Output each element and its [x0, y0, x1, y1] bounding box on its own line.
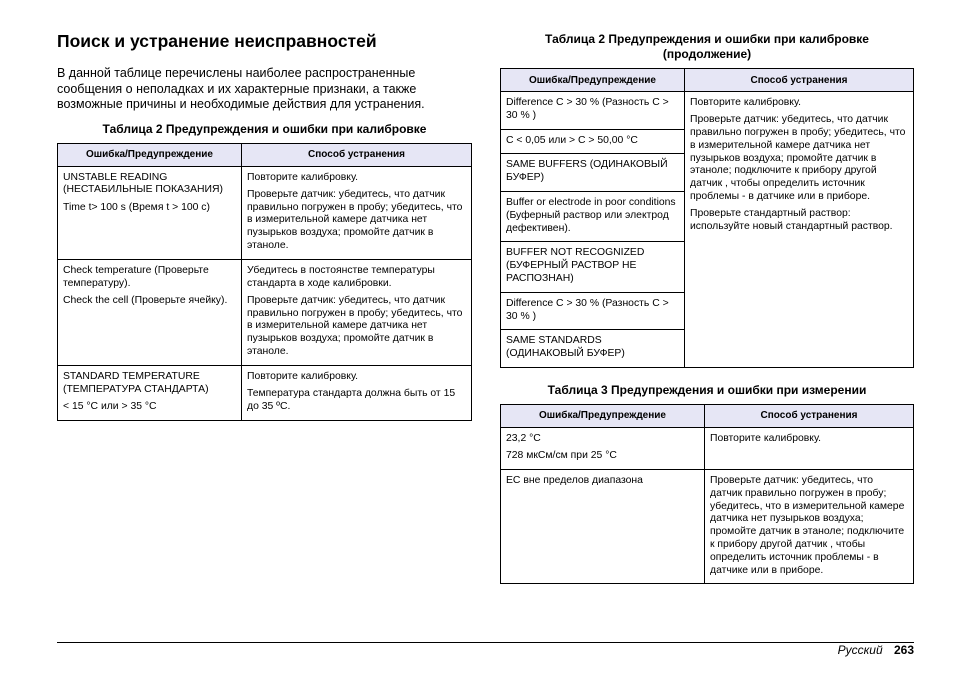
- column-header-solution: Способ устранения: [685, 69, 914, 92]
- error-cell: Buffer or electrode in poor conditions (Буферный раствор или электрод дефективен).: [501, 191, 685, 241]
- table-row: [501, 470, 914, 584]
- page-title: Поиск и устранение неисправностей: [57, 31, 377, 51]
- right-column: [500, 32, 914, 584]
- error-text: EC вне пределов диапазона: [506, 475, 643, 487]
- error-text: Time t> 100 s (Время t > 100 c): [63, 201, 210, 213]
- table3-caption: Таблица 3 Предупреждения и ошибки при измерении: [547, 382, 867, 397]
- column-header-error: Ошибка/Предупреждение: [501, 69, 685, 92]
- calibration-errors-table: [57, 143, 472, 421]
- table-row: [501, 427, 914, 469]
- error-cell: BUFFER NOT RECOGNIZED (БУФЕРНЫЙ РАСТВОР НЕ РАСПОЗНАН): [501, 242, 685, 292]
- solution-text: Проверьте стандартный раствор: используйте новый стандартный раствор.: [690, 208, 893, 233]
- error-cell: SAME STANDARDS (ОДИНАКОВЫЙ БУФЕР): [501, 330, 685, 368]
- solution-text: Убедитесь в постоянстве температуры стандарта в ходе калибровки.: [247, 264, 435, 289]
- table-header-row: [501, 69, 914, 92]
- table-row: [58, 259, 472, 365]
- error-cell: C < 0,05 или > C > 50,00 °C: [501, 129, 685, 154]
- error-cell: [58, 365, 242, 420]
- solution-text: Проверьте датчик: убедитесь, что датчик правильно погружен в пробу; убедитесь, что в измерительной камере датчика нет пузырьков воздуха; промойте датчик в этаноле; подключите к прибору другой датчик , чтобы определить источник проблемы - в датчике или в приборе.: [710, 475, 905, 576]
- solution-text: Температура стандарта должна быть от 15 до 35 ºC.: [247, 388, 456, 412]
- footer-language: Русский: [837, 643, 883, 657]
- table2-caption: Таблица 2 Предупреждения и ошибки при калибровке: [102, 121, 427, 136]
- footer-divider: [57, 642, 914, 643]
- column-header-error: Ошибка/Предупреждение: [501, 404, 705, 427]
- solution-cell: [705, 470, 914, 584]
- error-cell: SAME BUFFERS (ОДИНАКОВЫЙ БУФЕР): [501, 154, 685, 192]
- solution-text: Проверьте датчик: убедитесь, что датчик правильно погружен в пробу; убедитесь, что в измерительной камере датчика нет пузырьков воздуха; промойте датчик в этаноле; подключите к прибору другой датчик , чтобы определить источник проблемы - в датчике или в приборе.: [690, 114, 906, 203]
- solution-cell: [705, 427, 914, 469]
- error-text: 23,2 °C: [506, 432, 541, 444]
- error-text: < 15 °C или > 35 °C: [63, 400, 157, 412]
- solution-text: Повторите калибровку.: [690, 97, 802, 108]
- table-row: [58, 166, 472, 259]
- error-cell: Difference C > 30 % (Разность C > 30 % ): [501, 92, 685, 130]
- solution-cell: [242, 259, 472, 365]
- solution-text: Повторите калибровку.: [710, 432, 822, 444]
- error-cell: [501, 427, 705, 469]
- error-text: UNSTABLE READING (НЕСТАБИЛЬНЫЕ ПОКАЗАНИЯ): [63, 171, 223, 196]
- table-header-row: [58, 143, 472, 166]
- solution-text: Проверьте датчик: убедитесь, что датчик правильно погружен в пробу; убедитесь, что в измерительной камере датчика нет пузырьков воздуха; промойте датчик в этаноле.: [247, 188, 463, 251]
- solution-cell: [685, 92, 914, 368]
- error-text: 728 мкСм/см при 25 °C: [506, 450, 617, 462]
- solution-cell: [242, 365, 472, 420]
- table-header-row: [501, 404, 914, 427]
- error-cell: [58, 259, 242, 365]
- error-text: STANDARD TEMPERATURE (ТЕМПЕРАТУРА СТАНДАРТА): [63, 370, 209, 395]
- error-text: Check the cell (Проверьте ячейку).: [63, 294, 228, 306]
- solution-text: Проверьте датчик: убедитесь, что датчик правильно погружен в пробу; убедитесь, что в измерительной камере датчика нет пузырьков воздуха; промойте датчик в этаноле.: [247, 294, 463, 358]
- table2-continued-caption: Таблица 2 Предупреждения и ошибки при калибровке (продолжение): [545, 32, 869, 61]
- solution-text: Повторите калибровку.: [247, 370, 359, 382]
- error-text: Check temperature (Проверьте температуру).: [63, 264, 209, 289]
- table-row: [58, 365, 472, 420]
- left-column: [57, 30, 472, 421]
- error-cell: Difference C > 30 % (Разность C > 30 % ): [501, 292, 685, 330]
- solution-cell: [242, 166, 472, 259]
- error-cell: [58, 166, 242, 259]
- measurement-errors-table: [500, 404, 914, 584]
- column-header-solution: Способ устранения: [242, 143, 472, 166]
- page-number: 263: [893, 643, 914, 657]
- column-header-error: Ошибка/Предупреждение: [58, 143, 242, 166]
- error-cell: [501, 470, 705, 584]
- calibration-errors-table-continued: [500, 68, 914, 368]
- solution-text: Повторите калибровку.: [247, 171, 359, 183]
- table-row: [501, 92, 914, 130]
- intro-paragraph: В данной таблице перечислены наиболее распространенные сообщения о неполадках и их характерные признаки, а также возможные причины и необходимые действия для устранения.: [57, 66, 425, 111]
- page-footer: [838, 643, 914, 657]
- column-header-solution: Способ устранения: [705, 404, 914, 427]
